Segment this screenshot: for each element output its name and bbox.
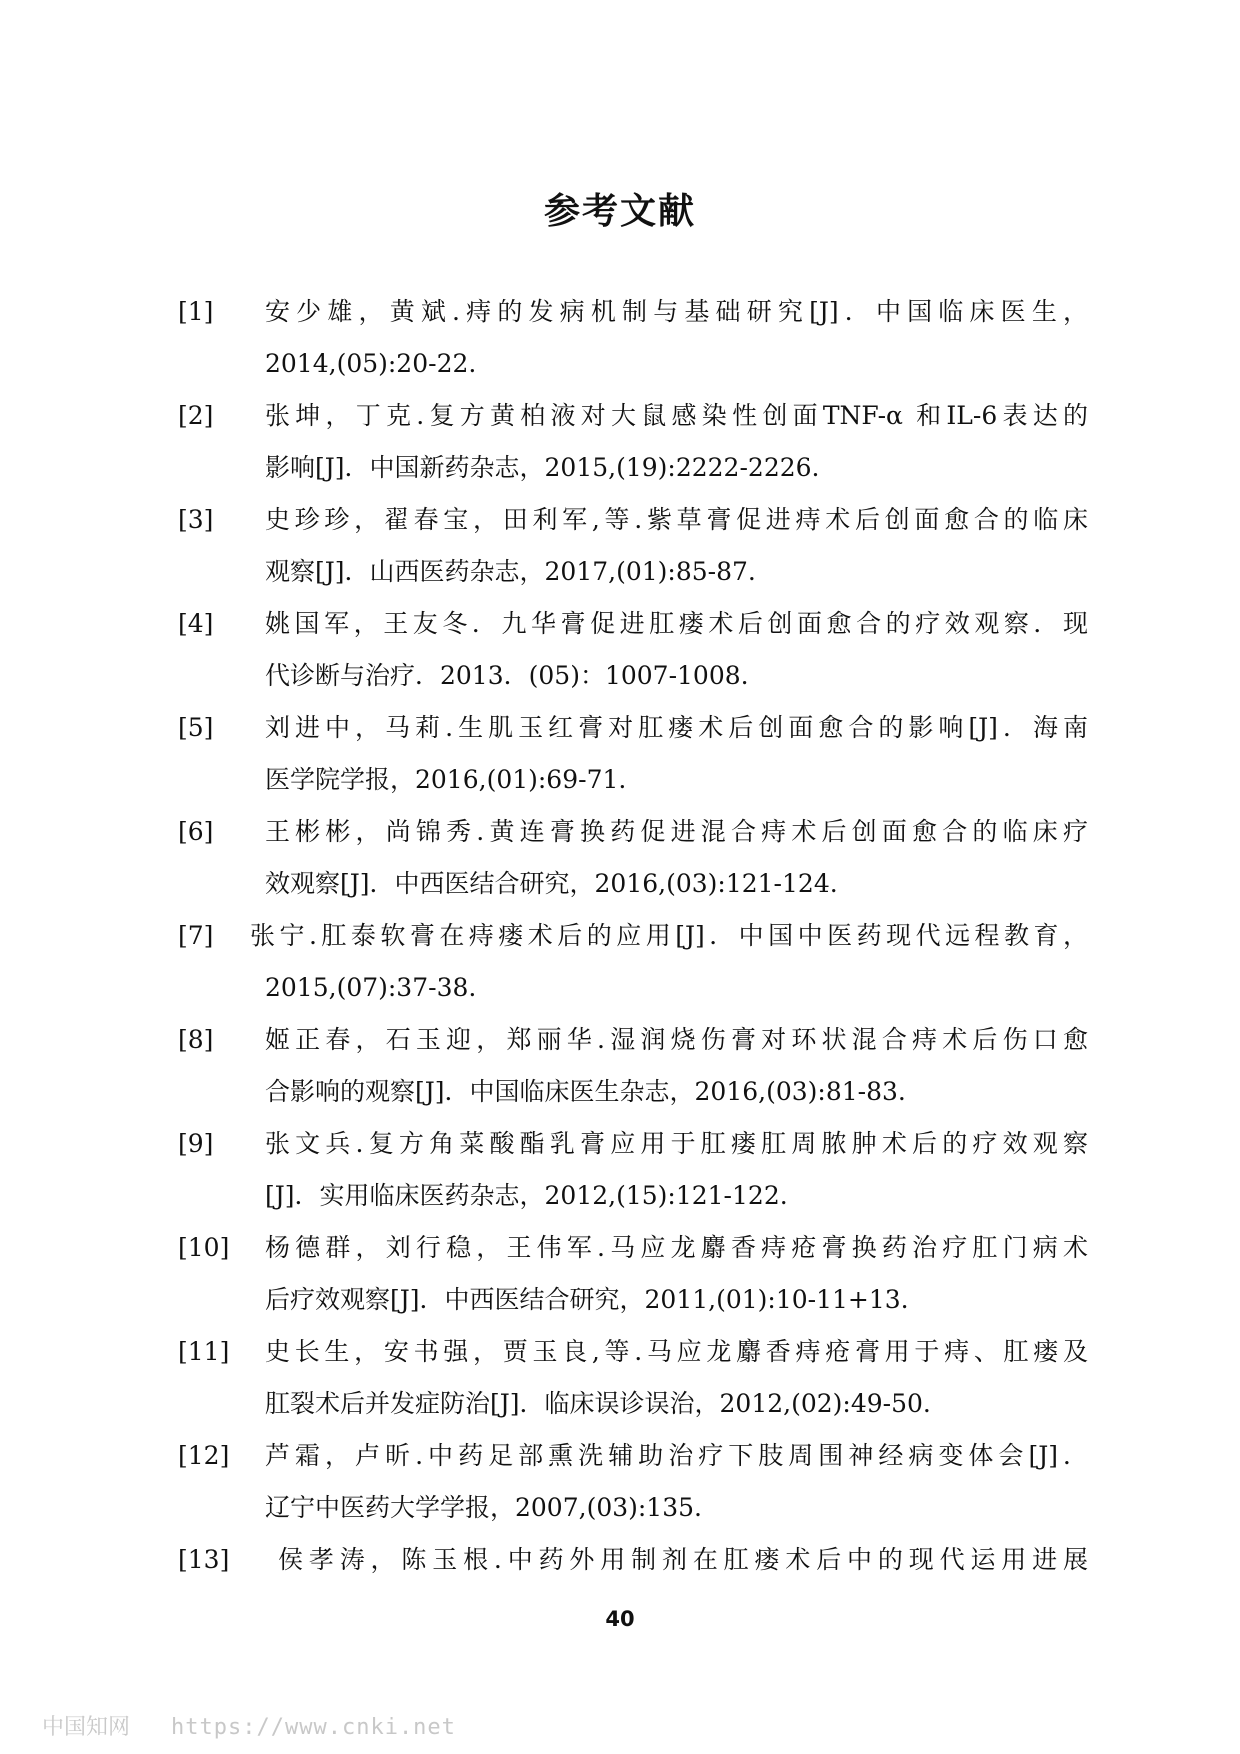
reference-text-line2: [J]．实用临床医药杂志，2012,(15):121-122. [265, 1181, 788, 1210]
reference-text-line2: 2015,(07):37-38. [265, 973, 477, 1002]
page-number: 40 [605, 1607, 635, 1631]
reference-item-6 [178, 806, 1098, 910]
reference-item-3 [178, 494, 1098, 598]
reference-text-line2: 代诊断与治疗．2013．(05)：1007-1008. [265, 661, 749, 690]
reference-text-line1: 刘进中，马莉.生肌玉红膏对肛瘘术后创面愈合的影响[J]．海南 [265, 713, 1088, 742]
reference-item-7 [178, 910, 1098, 1014]
reference-text-line1: 张坤，丁克.复方黄柏液对大鼠感染性创面TNF-α 和IL-6表达的 [265, 401, 1088, 430]
reference-number: [11] [178, 1337, 230, 1366]
reference-text-line1: 姬正春，石玉迎，郑丽华.湿润烧伤膏对环状混合痔术后伤口愈 [265, 1025, 1088, 1054]
reference-number: [6] [178, 817, 214, 846]
reference-item-9 [178, 1118, 1098, 1222]
page-title: 参考文献 [543, 191, 696, 232]
reference-item-8 [178, 1014, 1098, 1118]
reference-text-line2: 后疗效观察[J]．中西医结合研究，2011,(01):10-11+13. [265, 1285, 909, 1314]
reference-text-line1: 侯孝涛，陈玉根.中药外用制剂在肛瘘术后中的现代运用进展 [278, 1545, 1088, 1574]
reference-text-line2: 辽宁中医药大学学报，2007,(03):135. [265, 1493, 702, 1522]
reference-number: [4] [178, 609, 214, 638]
reference-number: [8] [178, 1025, 214, 1054]
reference-text-line1: 王彬彬，尚锦秀.黄连膏换药促进混合痔术后创面愈合的临床疗 [265, 817, 1088, 846]
reference-text-line1: 张文兵.复方角菜酸酯乳膏应用于肛瘘肛周脓肿术后的疗效观察 [265, 1129, 1088, 1158]
reference-number: [2] [178, 401, 214, 430]
reference-item-5 [178, 702, 1098, 806]
reference-text-line1: 芦霜，卢昕.中药足部熏洗辅助治疗下肢周围神经病变体会[J]． [265, 1441, 1088, 1470]
watermark [42, 1710, 456, 1741]
reference-number: [10] [178, 1233, 230, 1262]
reference-number: [9] [178, 1129, 214, 1158]
reference-text-line1: 姚国军，王友冬．九华膏促进肛瘘术后创面愈合的疗效观察．现 [265, 609, 1088, 638]
reference-text-line2: 影响[J]．中国新药杂志，2015,(19):2222-2226. [265, 453, 820, 482]
reference-text-line2: 医学院学报，2016,(01):69-71. [265, 765, 627, 794]
reference-number: [3] [178, 505, 214, 534]
reference-text-line1: 张宁.肛泰软膏在痔瘘术后的应用[J]．中国中医药现代远程教育， [250, 921, 1088, 950]
reference-text-line2: 效观察[J]．中西医结合研究，2016,(03):121-124. [265, 869, 838, 898]
reference-text-line1: 杨德群，刘行稳，王伟军.马应龙麝香痔疮膏换药治疗肛门病术 [265, 1233, 1088, 1262]
reference-item-1 [178, 286, 1098, 390]
reference-text-line2: 观察[J]．山西医药杂志，2017,(01):85-87. [265, 557, 756, 586]
reference-text-line1: 史珍珍，翟春宝，田利军,等.紫草膏促进痔术后创面愈合的临床 [265, 505, 1088, 534]
watermark-url: https://www.cnki.net [171, 1715, 456, 1740]
reference-item-10 [178, 1222, 1098, 1326]
reference-number: [7] [178, 921, 214, 950]
reference-text-line2: 肛裂术后并发症防治[J]．临床误诊误治，2012,(02):49-50. [265, 1389, 931, 1418]
reference-item-4 [178, 598, 1098, 702]
watermark-brand: 中国知网 [42, 1715, 131, 1740]
reference-text-line1: 安少雄，黄斌.痔的发病机制与基础研究[J]．中国临床医生， [265, 297, 1088, 326]
reference-item-13 [178, 1534, 1098, 1586]
reference-list [178, 286, 1098, 1586]
reference-number: [1] [178, 297, 214, 326]
reference-text-line2: 合影响的观察[J]．中国临床医生杂志，2016,(03):81-83. [265, 1077, 906, 1106]
reference-text-line1: 史长生，安书强，贾玉良,等.马应龙麝香痔疮膏用于痔、肛瘘及 [265, 1337, 1088, 1366]
reference-number: [12] [178, 1441, 230, 1470]
reference-text-line2: 2014,(05):20-22. [265, 349, 477, 378]
reference-number: [13] [178, 1545, 230, 1574]
reference-number: [5] [178, 713, 214, 742]
reference-item-2 [178, 390, 1098, 494]
reference-item-12 [178, 1430, 1098, 1534]
reference-item-11 [178, 1326, 1098, 1430]
